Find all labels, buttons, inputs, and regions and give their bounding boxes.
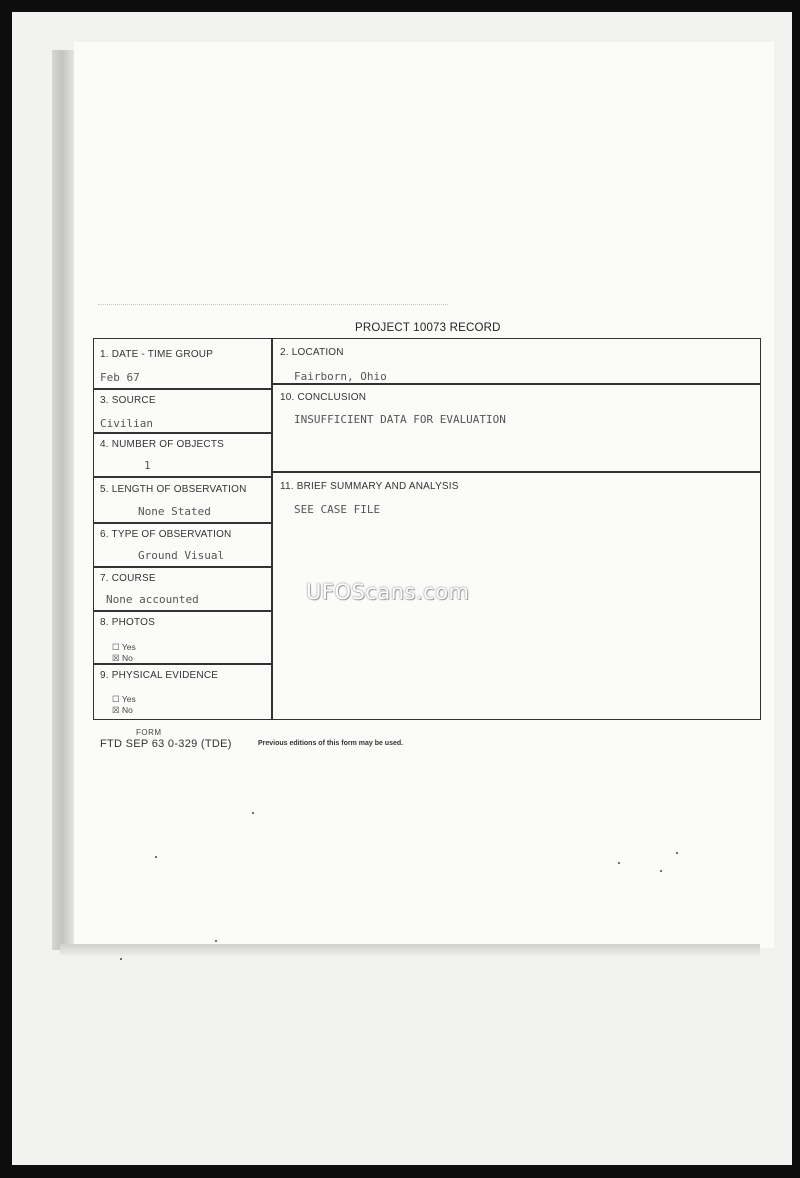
number-of-objects-label: 4. NUMBER OF OBJECTS (100, 439, 225, 450)
row-divider (94, 388, 272, 390)
length-of-observation-label: 5. LENGTH OF OBSERVATION (100, 484, 247, 495)
scan-speck (215, 940, 217, 942)
location-value: Fairborn, Ohio (294, 370, 387, 383)
record-form (93, 338, 761, 720)
evidence-no-checkbox: ☒ No (112, 705, 133, 715)
row-divider (94, 432, 272, 434)
footer-form-code: FTD SEP 63 0-329 (TDE) (100, 738, 232, 750)
physical-evidence-label: 9. PHYSICAL EVIDENCE (100, 670, 219, 681)
type-of-observation-label: 6. TYPE OF OBSERVATION (100, 529, 232, 540)
scan-speck (120, 958, 122, 960)
scan-speck (618, 862, 620, 864)
photos-yes-checkbox: ☐ Yes (112, 642, 136, 652)
column-divider (271, 339, 273, 719)
row-divider (94, 522, 272, 524)
watermark: UFOScans.com (306, 580, 470, 604)
footer-note: Previous editions of this form may be used. (258, 740, 404, 747)
conclusion-label: 10. CONCLUSION (280, 392, 367, 403)
evidence-yes-checkbox: ☐ Yes (112, 694, 136, 704)
location-label: 2. LOCATION (280, 347, 344, 358)
photos-no-checkbox: ☒ No (112, 653, 133, 663)
row-divider (94, 566, 272, 568)
brief-summary-label: 11. BRIEF SUMMARY AND ANALYSIS (280, 481, 459, 492)
scan-speck (676, 852, 678, 854)
conclusion-value: INSUFFICIENT DATA FOR EVALUATION (294, 413, 506, 426)
scan-edge-shadow (52, 50, 74, 950)
form-title: PROJECT 10073 RECORD (355, 322, 501, 334)
photos-label: 8. PHOTOS (100, 617, 155, 628)
footer-form-label: FORM (136, 728, 162, 737)
date-time-group-value: Feb 67 (100, 371, 140, 384)
scan-speck (155, 856, 157, 858)
number-of-objects-value: 1 (144, 459, 151, 472)
course-label: 7. COURSE (100, 573, 156, 584)
source-value: Civilian (100, 417, 153, 430)
type-of-observation-value: Ground Visual (138, 549, 225, 562)
row-divider (271, 471, 760, 473)
scan-speck (660, 870, 662, 872)
course-value: None accounted (106, 593, 199, 606)
scan-speck (252, 812, 254, 814)
length-of-observation-value: None Stated (138, 505, 211, 518)
source-label: 3. SOURCE (100, 395, 156, 406)
faint-header-line (98, 304, 448, 306)
scan-bottom-shadow (60, 944, 760, 956)
row-divider (94, 476, 272, 478)
row-divider (94, 610, 272, 612)
row-divider (271, 383, 760, 385)
date-time-group-label: 1. DATE - TIME GROUP (100, 349, 214, 360)
brief-summary-value: SEE CASE FILE (294, 503, 381, 516)
